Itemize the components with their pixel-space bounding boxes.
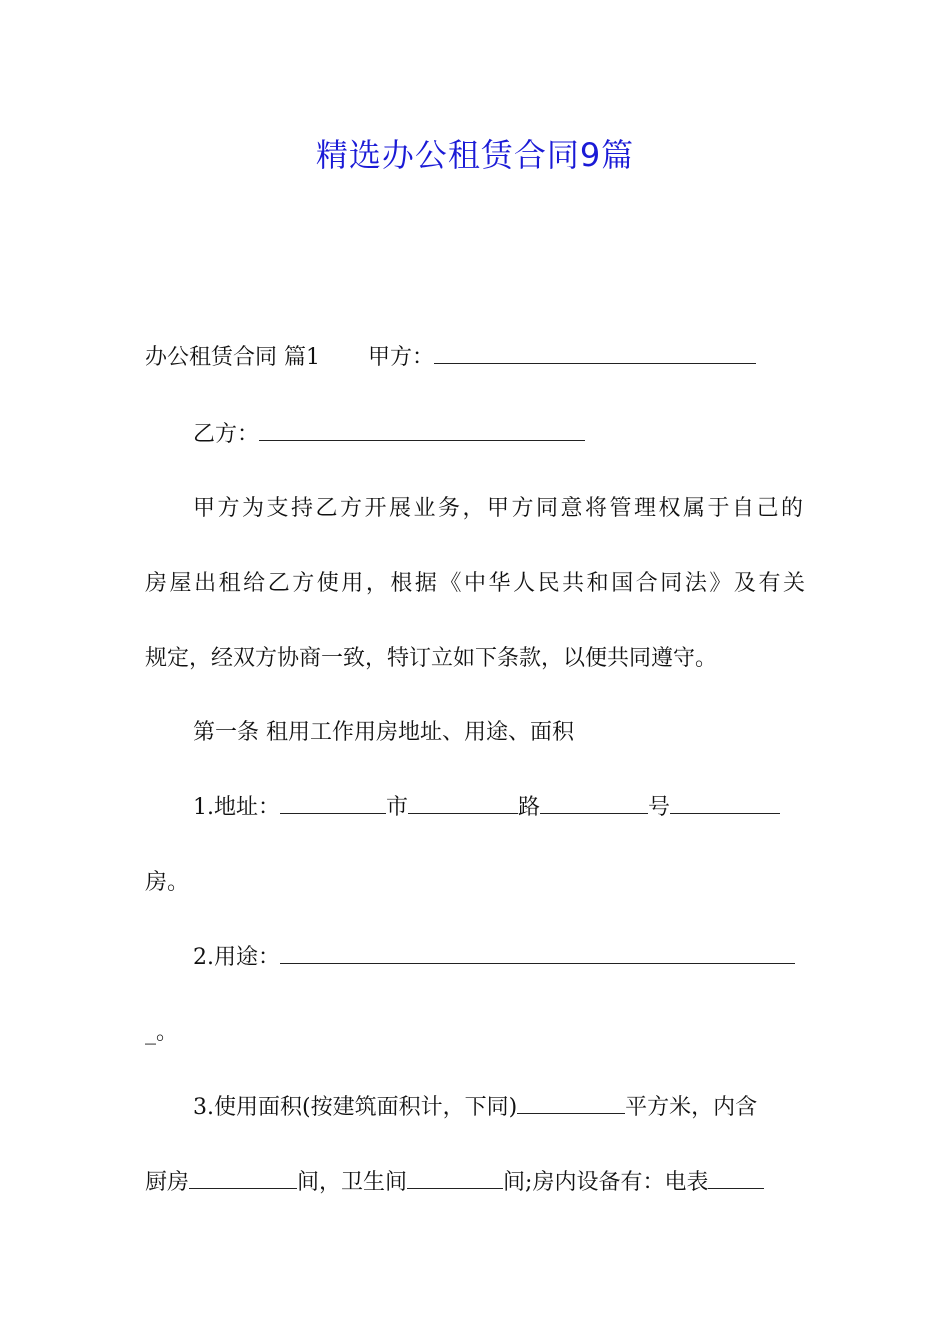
bathroom-label: 间，卫生间	[297, 1170, 408, 1195]
document-title: 精选办公租赁合同9篇	[315, 136, 635, 174]
kitchen-blank	[189, 1168, 297, 1189]
party-b-line	[193, 420, 853, 450]
city-label: 市	[386, 795, 409, 820]
item-1-address-line	[193, 793, 853, 823]
meter-blank	[708, 1168, 764, 1189]
item-2-purpose-line	[193, 943, 853, 973]
bathroom-blank	[407, 1168, 503, 1189]
city-blank	[280, 793, 386, 814]
purpose-blank	[280, 943, 795, 964]
item-1-end: 房。	[145, 870, 190, 895]
kitchen-label: 厨房	[145, 1170, 190, 1195]
address-label: 1.地址：	[193, 795, 280, 820]
number-label: 号	[648, 795, 671, 820]
item-3-facilities-line	[145, 1168, 805, 1198]
party-b-label: 乙方：	[193, 422, 260, 447]
road-label: 路	[518, 795, 541, 820]
item-2-end: _。	[145, 1020, 179, 1045]
area-text: 3.使用面积(按建筑面积计，下同)	[193, 1095, 518, 1120]
area-blank	[517, 1093, 625, 1114]
equipment-label: 间;房内设备有：电表	[503, 1170, 709, 1195]
area-tail: 平方米，内含	[625, 1095, 758, 1120]
room-blank	[670, 793, 780, 814]
party-a-label: 甲方：	[368, 345, 435, 370]
intro-line-3: 规定，经双方协商一致，特订立如下条款，以便共同遵守。	[145, 646, 718, 671]
intro-line-2: 房屋出租给乙方使用，根据《中华人民共和国合同法》及有关	[145, 571, 805, 596]
intro-line-1: 甲方为支持乙方开展业务，甲方同意将管理权属于自己的	[193, 496, 803, 521]
contract-heading-line	[145, 343, 805, 373]
road-blank	[408, 793, 518, 814]
party-b-blank	[259, 420, 585, 441]
contract-heading: 办公租赁合同 篇1	[145, 345, 320, 370]
party-a-blank	[434, 343, 756, 364]
item-3-area-line	[193, 1093, 853, 1123]
number-blank	[540, 793, 648, 814]
article-1-title: 第一条 租用工作用房地址、用途、面积	[193, 720, 574, 745]
purpose-label: 2.用途：	[193, 945, 280, 970]
